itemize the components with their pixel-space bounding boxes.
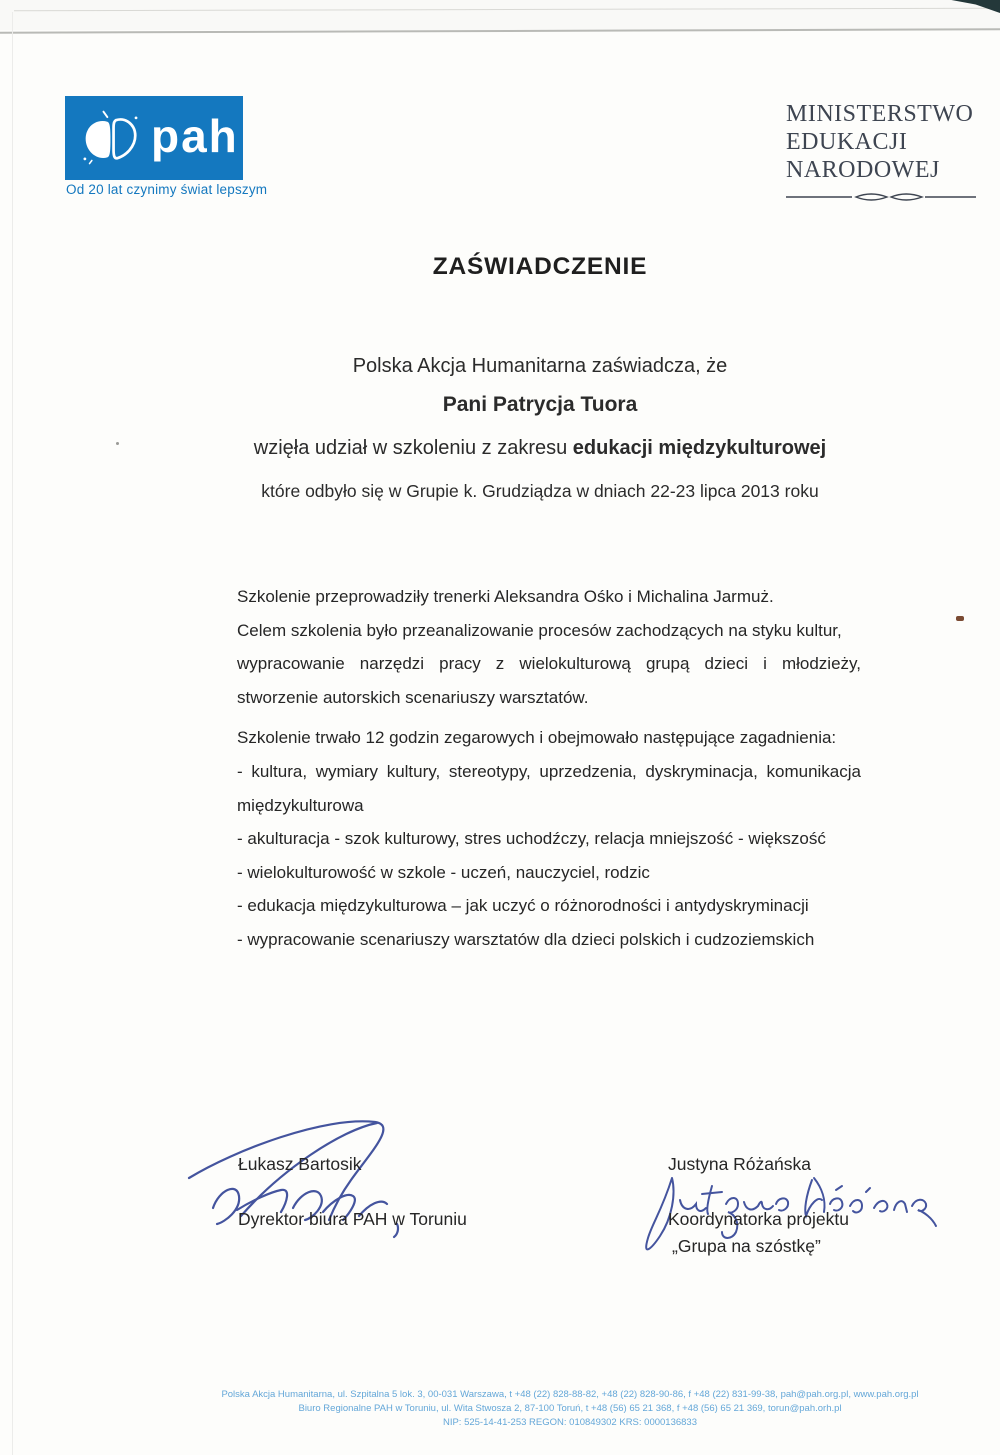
footer-line-3: NIP: 525-14-41-253 REGON: 010849302 KRS: 0000136833: [442, 1417, 698, 1428]
statement-line-2: [170, 437, 910, 460]
ministry-line: NARODOWEJ: [786, 157, 940, 183]
ministry-logo: [786, 100, 986, 209]
right-signer-project: „Grupa na szóstkę”: [672, 1236, 821, 1256]
left-signer-role: Dyrektor biura PAH w Toruniu: [238, 1209, 467, 1229]
left-signer-name: Łukasz Bartosik: [238, 1154, 362, 1174]
statement-line-2-bold: edukacji międzykulturowej: [572, 437, 827, 459]
certificate-title: ZAŚWIADCZENIE: [432, 253, 648, 280]
recipient-name: Pani Patrycja Tuora: [442, 393, 638, 416]
ministry-ornament-rule: [786, 190, 976, 204]
footer-line-1: Polska Akcja Humanitarna, ul. Szpitalna 5 lok. 3, 00-031 Warszawa, t +48 (22) 828-88-82, +48 (22) 828-90-86, f +48 (22) 831-99-38, pah@pah.org.pl, www.pah.org.pl: [221, 1389, 919, 1400]
pah-apple-icon: [81, 109, 143, 167]
ministry-line: EDUKACJI: [786, 129, 908, 155]
pah-tagline: Od 20 lat czynimy świat lepszym: [66, 182, 268, 197]
pah-logo-word: pah: [151, 110, 239, 162]
body-line: Celem szkolenia było przeanalizowanie procesów zachodzących na styku kultur,: [237, 620, 842, 640]
statement-line-2-prefix: wzięła udział w szkoleniu z zakresu: [253, 437, 573, 459]
body-line: - edukacja międzykulturowa – jak uczyć o różnorodności i antydyskryminacji: [237, 896, 809, 916]
right-signer-role: Koordynatorka projektu: [668, 1209, 849, 1229]
body-line: - wypracowanie scenariuszy warsztatów dla dzieci polskich i cudzoziemskich: [237, 929, 815, 949]
body-line: - wielokulturowość w szkole - uczeń, nauczyciel, rodzic: [237, 862, 650, 882]
ministry-line: MINISTERSTWO: [786, 101, 974, 127]
body-line: - kultura, wymiary kultury, stereotypy, uprzedzenia, dyskryminacja, komunikacja: [237, 761, 861, 781]
body-line: stworzenie autorskich scenariuszy warsztatów.: [237, 687, 589, 707]
statement-line-1: Polska Akcja Humanitarna zaświadcza, że: [352, 355, 728, 377]
body-paragraph: [237, 580, 861, 957]
right-signer-name: Justyna Różańska: [668, 1154, 811, 1174]
body-line: Szkolenie przeprowadziły trenerki Aleksandra Ośko i Michalina Jarmuż.: [237, 587, 774, 606]
pah-logo: [65, 96, 243, 180]
body-line: - akulturacja - szok kulturowy, stres uchodźczy, relacja mniejszość - większość: [237, 829, 826, 849]
body-line: Szkolenie trwało 12 godzin zegarowych i obejmowało następujące zagadnienia:: [237, 728, 837, 748]
scan-speck: [956, 616, 964, 621]
scan-speck: [116, 442, 119, 445]
body-line: międzykulturowa: [237, 795, 364, 815]
scan-top-strip: [0, 0, 1000, 30]
body-line: wypracowanie narzędzi pracy z wielokulturową grupą dzieci i młodzieży,: [237, 654, 861, 674]
footer-line-2: Biuro Regionalne PAH w Toruniu, ul. Wita Stwosza 2, 87-100 Toruń, t +48 (56) 65 21 368, f +48 (56) 65 21 369, torun@pah.orh.pl: [298, 1403, 842, 1414]
paper-edge-line: [12, 12, 13, 1455]
statement-line-3: które odbyło się w Grupie k. Grudziądza w dniach 22-23 lipca 2013 roku: [261, 481, 819, 501]
